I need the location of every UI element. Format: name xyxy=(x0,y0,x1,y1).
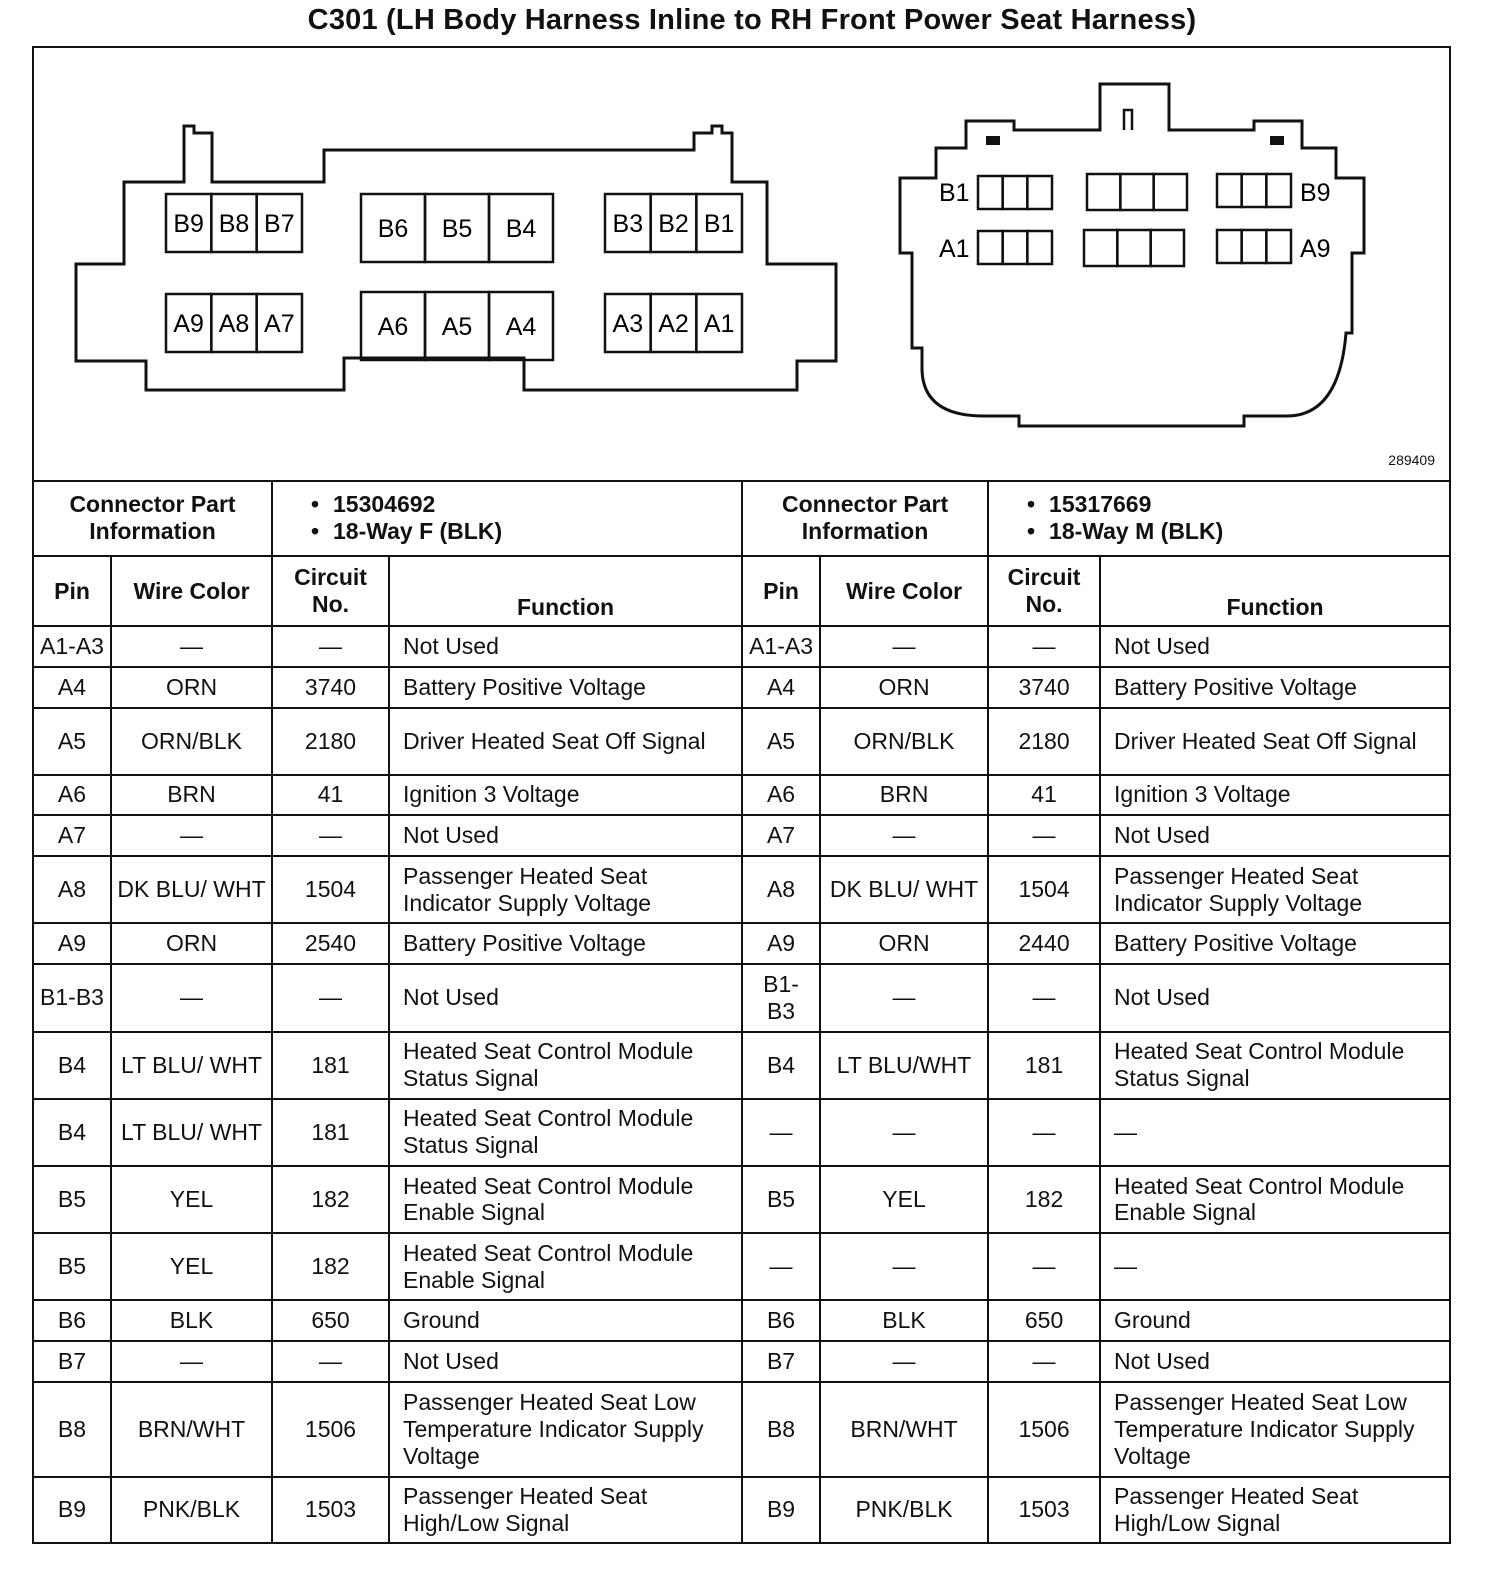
right-pin-cell: B8 xyxy=(742,1382,820,1476)
right-function-cell: Battery Positive Voltage xyxy=(1100,667,1449,708)
table-row xyxy=(34,1166,1449,1233)
left-pin-cell: A8 xyxy=(34,856,111,923)
table-row xyxy=(34,1233,1449,1300)
right-pin-cell: B7 xyxy=(742,1341,820,1382)
right-wire-color-cell: ORN xyxy=(820,667,988,708)
table-row xyxy=(34,815,1449,856)
table-row xyxy=(34,923,1449,964)
right-function-cell: Passenger Heated Seat Low Temperature Indicator Supply Voltage xyxy=(1100,1382,1449,1476)
pin-cavity xyxy=(1084,230,1117,266)
right-circuit-cell: — xyxy=(988,1099,1100,1166)
left-wire-color-cell: — xyxy=(111,815,272,856)
left-circuit-cell: 182 xyxy=(272,1166,389,1233)
pin-cavity xyxy=(1151,230,1184,266)
table-row xyxy=(34,1477,1449,1542)
right-pin-cell: — xyxy=(742,1099,820,1166)
left-function-cell: Not Used xyxy=(389,964,742,1031)
right-function-cell: Passenger Heated Seat High/Low Signal xyxy=(1100,1477,1449,1542)
right-function-cell: Not Used xyxy=(1100,626,1449,666)
row-label: A9 xyxy=(1300,235,1331,263)
right-wire-color-cell: BRN/WHT xyxy=(820,1382,988,1476)
left-wire-color-cell: ORN xyxy=(111,667,272,708)
left-wire-color-cell: — xyxy=(111,626,272,666)
col-pin-left: Pin xyxy=(34,556,111,626)
pin-cavity xyxy=(1027,176,1052,209)
connector-info-right: • 15317669 • 18-Way M (BLK) xyxy=(988,480,1449,556)
connector-info-label-left: Connector Part Information xyxy=(34,480,272,556)
right-function-cell: Not Used xyxy=(1100,1341,1449,1382)
left-circuit-cell: 1503 xyxy=(272,1477,389,1542)
right-circuit-cell: — xyxy=(988,1341,1100,1382)
right-function-cell: Driver Heated Seat Off Signal xyxy=(1100,708,1449,775)
left-circuit-cell: 2180 xyxy=(272,708,389,775)
right-pin-cell: A7 xyxy=(742,815,820,856)
pin-cavity xyxy=(1242,174,1267,207)
table-row xyxy=(34,667,1449,708)
table-row xyxy=(34,1341,1449,1382)
right-wire-color-cell: — xyxy=(820,626,988,666)
left-wire-color-cell: YEL xyxy=(111,1233,272,1300)
left-pin-cell: B6 xyxy=(34,1300,111,1341)
col-pin-right: Pin xyxy=(742,556,820,626)
right-circuit-cell: — xyxy=(988,964,1100,1031)
left-function-cell: Not Used xyxy=(389,1341,742,1382)
pin-label: B1 xyxy=(703,210,735,238)
right-pin-cell: B5 xyxy=(742,1166,820,1233)
right-circuit-cell: 181 xyxy=(988,1032,1100,1099)
pin-label: A2 xyxy=(658,310,689,338)
connector-sheet xyxy=(32,46,1451,1544)
right-pin-cell: A9 xyxy=(742,923,820,964)
right-function-cell: Battery Positive Voltage xyxy=(1100,923,1449,964)
right-wire-color-cell: BLK xyxy=(820,1300,988,1341)
right-function-cell: Not Used xyxy=(1100,815,1449,856)
left-wire-color-cell: — xyxy=(111,1341,272,1382)
pin-cavity xyxy=(1003,231,1028,264)
pin-cavity xyxy=(1266,230,1291,263)
left-connector-type: 18-Way F (BLK) xyxy=(333,517,503,544)
left-circuit-cell: — xyxy=(272,626,389,666)
left-function-cell: Ignition 3 Voltage xyxy=(389,775,742,815)
right-circuit-cell: 1503 xyxy=(988,1477,1100,1542)
left-function-cell: Not Used xyxy=(389,815,742,856)
pin-label: B8 xyxy=(218,210,250,238)
left-circuit-cell: 182 xyxy=(272,1233,389,1300)
left-circuit-cell: 3740 xyxy=(272,667,389,708)
left-pin-cell: A1-A3 xyxy=(34,626,111,666)
right-wire-color-cell: — xyxy=(820,1099,988,1166)
left-wire-color-cell: LT BLU/ WHT xyxy=(111,1032,272,1099)
pin-label: B2 xyxy=(658,210,689,238)
pin-label: A7 xyxy=(264,310,295,338)
left-function-cell: Heated Seat Control Module Enable Signal xyxy=(389,1233,742,1300)
col-wire-color-left: Wire Color xyxy=(111,556,272,626)
table-row xyxy=(34,1032,1449,1099)
table-row xyxy=(34,626,1449,666)
table-row xyxy=(34,1099,1449,1166)
right-circuit-cell: — xyxy=(988,626,1100,666)
left-pin-cell: A9 xyxy=(34,923,111,964)
left-pin-cell: A4 xyxy=(34,667,111,708)
right-circuit-cell: 650 xyxy=(988,1300,1100,1341)
pin-label: B9 xyxy=(173,210,204,238)
row-label: B9 xyxy=(1300,179,1331,207)
right-circuit-cell: 1504 xyxy=(988,856,1100,923)
right-circuit-cell: — xyxy=(988,1233,1100,1300)
left-pin-cell: A7 xyxy=(34,815,111,856)
pin-label: B7 xyxy=(264,210,295,238)
right-wire-color-cell: YEL xyxy=(820,1166,988,1233)
left-pin-cell: A6 xyxy=(34,775,111,815)
connector-diagrams xyxy=(34,48,1449,480)
table-row xyxy=(34,1300,1449,1341)
left-wire-color-cell: YEL xyxy=(111,1166,272,1233)
pin-cavity xyxy=(978,231,1003,264)
left-function-cell: Heated Seat Control Module Enable Signal xyxy=(389,1166,742,1233)
right-pin-cell: A5 xyxy=(742,708,820,775)
pin-label: B6 xyxy=(377,215,409,243)
left-circuit-cell: — xyxy=(272,964,389,1031)
right-pin-cell: A4 xyxy=(742,667,820,708)
connector-info-label-right: Connector Part Information xyxy=(742,480,988,556)
left-wire-color-cell: — xyxy=(111,964,272,1031)
left-wire-color-cell: ORN xyxy=(111,923,272,964)
right-wire-color-cell: ORN/BLK xyxy=(820,708,988,775)
right-wire-color-cell: LT BLU/WHT xyxy=(820,1032,988,1099)
left-pin-cell: B5 xyxy=(34,1233,111,1300)
right-circuit-cell: 3740 xyxy=(988,667,1100,708)
left-circuit-cell: 181 xyxy=(272,1032,389,1099)
right-function-cell: — xyxy=(1100,1099,1449,1166)
pin-label: A4 xyxy=(505,313,537,341)
right-wire-color-cell: — xyxy=(820,815,988,856)
pin-cavity xyxy=(1117,230,1150,266)
col-wire-color-right: Wire Color xyxy=(820,556,988,626)
right-circuit-cell: 2180 xyxy=(988,708,1100,775)
left-function-cell: Passenger Heated Seat High/Low Signal xyxy=(389,1477,742,1542)
right-pin-cell: A6 xyxy=(742,775,820,815)
pin-cavity xyxy=(1217,174,1242,207)
left-wire-color-cell: BLK xyxy=(111,1300,272,1341)
pin-label: A1 xyxy=(703,310,735,338)
left-pin-cell: B4 xyxy=(34,1032,111,1099)
pin-table xyxy=(34,480,1449,1542)
left-function-cell: Battery Positive Voltage xyxy=(389,923,742,964)
left-wire-color-cell: PNK/BLK xyxy=(111,1477,272,1542)
left-function-cell: Heated Seat Control Module Status Signal xyxy=(389,1032,742,1099)
right-connector-type: 18-Way M (BLK) xyxy=(1049,517,1224,544)
left-circuit-cell: — xyxy=(272,1341,389,1382)
left-circuit-cell: 1506 xyxy=(272,1382,389,1476)
pin-label: A3 xyxy=(612,310,644,338)
left-pin-cell: B7 xyxy=(34,1341,111,1382)
right-wire-color-cell: ORN xyxy=(820,923,988,964)
column-header-row xyxy=(34,556,1449,626)
left-circuit-cell: — xyxy=(272,815,389,856)
pin-cavity xyxy=(1003,176,1028,209)
left-function-cell: Ground xyxy=(389,1300,742,1341)
row-label: B1 xyxy=(939,179,970,207)
right-pin-cell: A1-A3 xyxy=(742,626,820,666)
left-function-cell: Passenger Heated Seat Low Temperature Indicator Supply Voltage xyxy=(389,1382,742,1476)
figure-number: 289409 xyxy=(1388,452,1435,468)
right-connector-key xyxy=(1124,110,1132,130)
right-circuit-cell: 182 xyxy=(988,1166,1100,1233)
right-wire-color-cell: PNK/BLK xyxy=(820,1477,988,1542)
row-label: A1 xyxy=(939,235,970,263)
pin-cavity xyxy=(1266,174,1291,207)
connector-info-row xyxy=(34,480,1449,556)
table-row xyxy=(34,856,1449,923)
right-wire-color-cell: — xyxy=(820,964,988,1031)
table-row xyxy=(34,775,1449,815)
left-part-number: 15304692 xyxy=(333,490,436,517)
pin-cavity xyxy=(1087,174,1120,210)
pin-cavity xyxy=(1154,174,1187,210)
right-function-cell: Passenger Heated Seat Indicator Supply Voltage xyxy=(1100,856,1449,923)
pin-cavity xyxy=(1217,230,1242,263)
table-row xyxy=(34,1382,1449,1476)
pin-label: A6 xyxy=(377,313,409,341)
left-wire-color-cell: BRN/WHT xyxy=(111,1382,272,1476)
pin-label: B4 xyxy=(505,215,537,243)
pin-cavity xyxy=(1242,230,1267,263)
left-pin-cell: B5 xyxy=(34,1166,111,1233)
right-function-cell: Heated Seat Control Module Status Signal xyxy=(1100,1032,1449,1099)
left-pin-cell: B8 xyxy=(34,1382,111,1476)
right-circuit-cell: 1506 xyxy=(988,1382,1100,1476)
left-wire-color-cell: DK BLU/ WHT xyxy=(111,856,272,923)
right-pin-cell: B6 xyxy=(742,1300,820,1341)
col-function-left: Function xyxy=(389,556,742,626)
pin-cavity xyxy=(978,176,1003,209)
right-circuit-cell: — xyxy=(988,815,1100,856)
left-function-cell: Not Used xyxy=(389,626,742,666)
right-function-cell: Heated Seat Control Module Enable Signal xyxy=(1100,1166,1449,1233)
right-pin-cell: B4 xyxy=(742,1032,820,1099)
right-function-cell: Ground xyxy=(1100,1300,1449,1341)
col-circuit-right: Circuit No. xyxy=(988,556,1100,626)
right-connector-outline xyxy=(900,84,1364,426)
left-connector-outline xyxy=(76,126,836,390)
right-part-number: 15317669 xyxy=(1049,490,1152,517)
left-wire-color-cell: BRN xyxy=(111,775,272,815)
right-function-cell: Not Used xyxy=(1100,964,1449,1031)
page-title: C301 (LH Body Harness Inline to RH Front Power Seat Harness) xyxy=(307,4,1197,36)
left-function-cell: Battery Positive Voltage xyxy=(389,667,742,708)
pin-label: A5 xyxy=(441,313,473,341)
right-wire-color-cell: — xyxy=(820,1341,988,1382)
right-wire-color-cell: — xyxy=(820,1233,988,1300)
right-pin-cell: B1- B3 xyxy=(742,964,820,1031)
right-connector-latch-right xyxy=(1270,136,1284,145)
left-circuit-cell: 41 xyxy=(272,775,389,815)
table-row xyxy=(34,964,1449,1031)
left-wire-color-cell: ORN/BLK xyxy=(111,708,272,775)
left-circuit-cell: 650 xyxy=(272,1300,389,1341)
right-circuit-cell: 2440 xyxy=(988,923,1100,964)
left-pin-cell: B9 xyxy=(34,1477,111,1542)
pin-label: A8 xyxy=(218,310,250,338)
left-wire-color-cell: LT BLU/ WHT xyxy=(111,1099,272,1166)
right-circuit-cell: 41 xyxy=(988,775,1100,815)
left-pin-cell: B1-B3 xyxy=(34,964,111,1031)
left-function-cell: Passenger Heated Seat Indicator Supply Voltage xyxy=(389,856,742,923)
left-circuit-cell: 181 xyxy=(272,1099,389,1166)
right-wire-color-cell: BRN xyxy=(820,775,988,815)
right-pin-cell: — xyxy=(742,1233,820,1300)
table-row xyxy=(34,708,1449,775)
pin-cavity xyxy=(1120,174,1153,210)
connector-info-left: • 15304692 • 18-Way F (BLK) xyxy=(272,480,742,556)
right-pin-cell: A8 xyxy=(742,856,820,923)
col-function-right: Function xyxy=(1100,556,1449,626)
left-pin-cell: B4 xyxy=(34,1099,111,1166)
pin-label: B3 xyxy=(612,210,644,238)
right-function-cell: — xyxy=(1100,1233,1449,1300)
right-wire-color-cell: DK BLU/ WHT xyxy=(820,856,988,923)
left-function-cell: Heated Seat Control Module Status Signal xyxy=(389,1099,742,1166)
left-circuit-cell: 1504 xyxy=(272,856,389,923)
right-function-cell: Ignition 3 Voltage xyxy=(1100,775,1449,815)
left-pin-cell: A5 xyxy=(34,708,111,775)
connector-diagram-panel xyxy=(34,48,1449,482)
right-pin-cell: B9 xyxy=(742,1477,820,1542)
pin-label: B5 xyxy=(441,215,473,243)
pin-cavity xyxy=(1027,231,1052,264)
right-connector-latch-left xyxy=(986,136,1000,145)
left-function-cell: Driver Heated Seat Off Signal xyxy=(389,708,742,775)
col-circuit-left: Circuit No. xyxy=(272,556,389,626)
left-circuit-cell: 2540 xyxy=(272,923,389,964)
pin-label: A9 xyxy=(173,310,204,338)
